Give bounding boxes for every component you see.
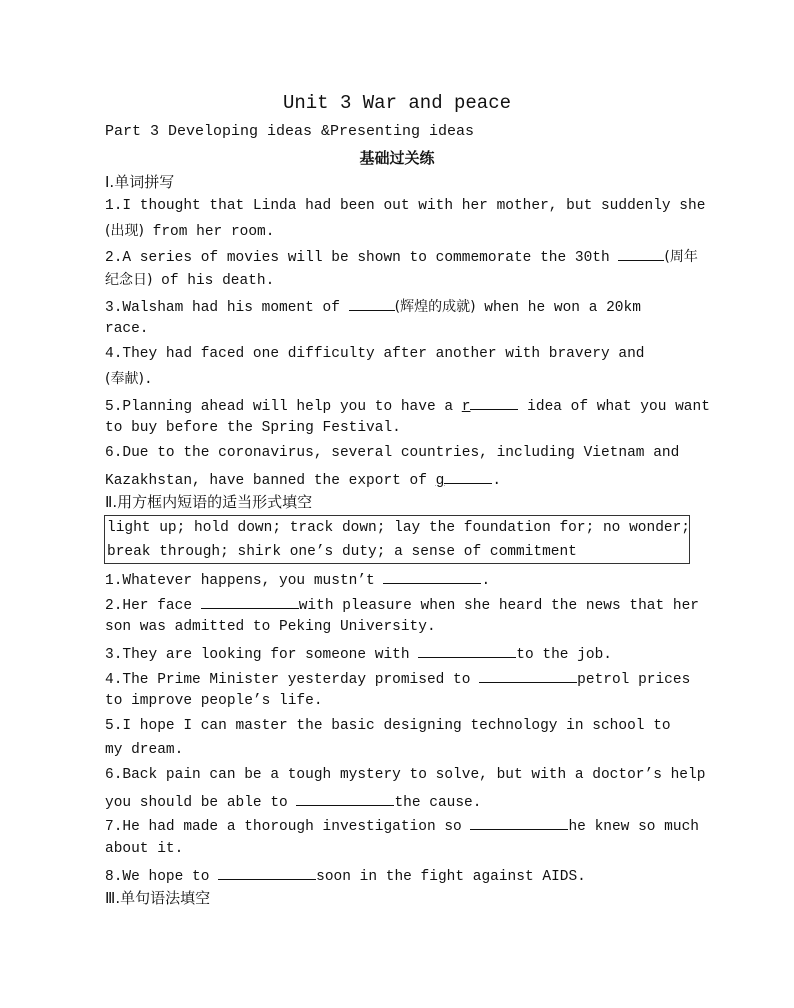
answer-blank[interactable] (470, 394, 518, 410)
answer-blank[interactable] (383, 568, 481, 584)
s1-q6-line2: Kazakhstan, have banned the export of g . (105, 468, 695, 491)
s1-q1-line2: (出现) from her room. (105, 223, 275, 240)
page-title: Unit 3 War and peace (282, 92, 512, 114)
part-heading: Part 3 Developing ideas &Presenting ideas (105, 123, 475, 140)
s2-q7-line2: about it. (105, 841, 184, 857)
answer-blank[interactable] (201, 593, 299, 609)
s2-q6-line1: 6.Back pain can be a tough mystery to solve, but with a doctor’s help (105, 767, 706, 783)
s2-q6-line2: you should be able to the cause. (105, 790, 695, 813)
s2-q1-line1: 1.Whatever happens, you mustn’t . (105, 568, 695, 591)
answer-blank[interactable] (618, 245, 664, 261)
phrase-box-line-2: break through; shirk one’s duty; a sense of commitment (107, 544, 577, 560)
answer-blank[interactable] (218, 864, 316, 880)
s1-q4-line2: (奉献). (105, 371, 153, 388)
s2-q3-line1: 3.They are looking for someone with to the job. (105, 642, 695, 665)
letter-hint: r (461, 399, 471, 415)
s1-q3-line1: 3.Walsham had his moment of (辉煌的成就) when he won a 20km (105, 295, 695, 318)
letter-hint: g (435, 473, 445, 489)
s2-q4-line1: 4.The Prime Minister yesterday promised to petrol prices (105, 667, 695, 690)
answer-blank[interactable] (418, 642, 516, 658)
answer-blank[interactable] (479, 667, 577, 683)
s2-q4-line2: to improve people’s life. (105, 693, 323, 709)
section-3-heading: Ⅲ.单句语法填空 (105, 889, 211, 907)
answer-blank[interactable] (349, 295, 395, 311)
s1-q4-line1: 4.They had faced one difficulty after another with bravery and (105, 346, 645, 362)
s1-q2-line1: 2.A series of movies will be shown to commemorate the 30th (周年 (105, 245, 695, 268)
phrase-box (104, 515, 690, 564)
s2-q7-line1: 7.He had made a thorough investigation so he knew so much (105, 814, 695, 837)
s2-q2-line2: son was admitted to Peking University. (105, 619, 436, 635)
answer-blank[interactable] (444, 468, 492, 484)
s1-q1-line1: 1.I thought that Linda had been out with her mother, but suddenly she (105, 198, 706, 214)
exercise-subtitle: 基础过关练 (359, 149, 435, 167)
s2-q2-line1: 2.Her face with pleasure when she heard the news that her (105, 593, 695, 616)
s2-q5-line2: my dream. (105, 742, 184, 758)
s1-q5-line1: 5.Planning ahead will help you to have a r idea of what you want (105, 394, 695, 417)
phrase-box-line-1: light up; hold down; track down; lay the foundation for; no wonder; (107, 520, 690, 536)
s1-q3-line2: race. (105, 321, 149, 337)
s1-q5-line2: to buy before the Spring Festival. (105, 420, 401, 436)
section-2-heading: Ⅱ.用方框内短语的适当形式填空 (105, 493, 313, 511)
section-1-heading: Ⅰ.单词拼写 (105, 173, 175, 191)
s1-q6-line1: 6.Due to the coronavirus, several countries, including Vietnam and (105, 445, 680, 461)
s1-q2-line2: 纪念日) of his death. (105, 272, 275, 289)
answer-blank[interactable] (296, 790, 394, 806)
answer-blank[interactable] (470, 814, 568, 830)
s2-q5-line1: 5.I hope I can master the basic designing technology in school to (105, 718, 671, 734)
s2-q8-line1: 8.We hope to soon in the fight against AIDS. (105, 864, 695, 887)
